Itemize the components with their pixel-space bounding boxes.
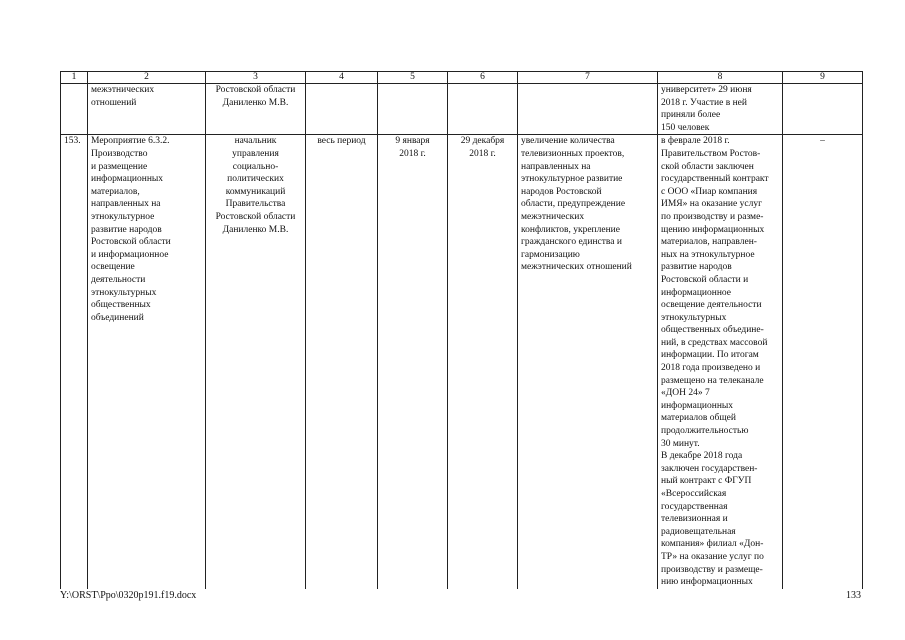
header-row	[61, 72, 863, 84]
header-cell: 4	[306, 72, 378, 84]
page-number: 133	[846, 590, 861, 601]
cell-responsible: Ростовской области Даниленко М.В.	[206, 84, 306, 135]
table-row-153	[61, 135, 863, 589]
cell-number: 153.	[61, 135, 88, 589]
header-cell: 2	[88, 72, 206, 84]
cell-period: весь период	[306, 135, 378, 589]
header-cell: 3	[206, 72, 306, 84]
header-cell: 9	[783, 72, 863, 84]
header-cell: 7	[518, 72, 658, 84]
cell-start-date: 9 января 2018 г.	[378, 135, 448, 589]
cell-expected-result	[518, 84, 658, 135]
cell-note	[783, 84, 863, 135]
report-table	[60, 71, 863, 589]
file-path: Y:\ORST\Ppo\0320p191.f19.docx	[60, 590, 197, 601]
cell-actual-result: в феврале 2018 г. Правительством Ростов- ской области заключен государственный контракт с ООО «Пиар компания ИМЯ» на оказание услуг по производству и разме- щению информационных материалов, направлен- ных на этнокультурное развитие народов Ростовской области и информационное освещение деятельности этнокультурных общественных объедине- ний, в средствах массовой информации. По итогам 2018 года произведено и размещено на телеканале «ДОН 24» 7 информационных материалов общей продолжительностью 30 минут. В декабре 2018 года заключен государствен- ный контракт с ФГУП «Всероссийская государственная телевизионная и радиовещательная компания» филиал «Дон- ТР» на оказание услуг по производству и размеще- нию информационных	[658, 135, 783, 589]
header-cell: 8	[658, 72, 783, 84]
cell-event: Мероприятие 6.3.2. Производство и размещение информационных материалов, направленных на этнокультурное развитие народов Ростовской области и информационное освещение деятельности этнокультурных общественных объединений	[88, 135, 206, 589]
cell-expected-result: увеличение количества телевизионных проектов, направленных на этнокультурное развитие народов Ростовской области, предупреждение межэтнических конфликтов, укрепление гражданского единства и гармонизацию межэтнических отношений	[518, 135, 658, 589]
cell-end-date: 29 декабря 2018 г.	[448, 135, 518, 589]
header-cell: 5	[378, 72, 448, 84]
cell-end-date	[448, 84, 518, 135]
cell-responsible: начальник управления социально- политических коммуникаций Правительства Ростовской области Даниленко М.В.	[206, 135, 306, 589]
header-cell: 6	[448, 72, 518, 84]
header-cell: 1	[61, 72, 88, 84]
cell-actual-result: университет» 29 июня 2018 г. Участие в ней приняли более 150 человек	[658, 84, 783, 135]
table-row-continued	[61, 84, 863, 135]
cell-start-date	[378, 84, 448, 135]
cell-event: межэтнических отношений	[88, 84, 206, 135]
cell-number	[61, 84, 88, 135]
cell-note: –	[783, 135, 863, 589]
cell-period	[306, 84, 378, 135]
